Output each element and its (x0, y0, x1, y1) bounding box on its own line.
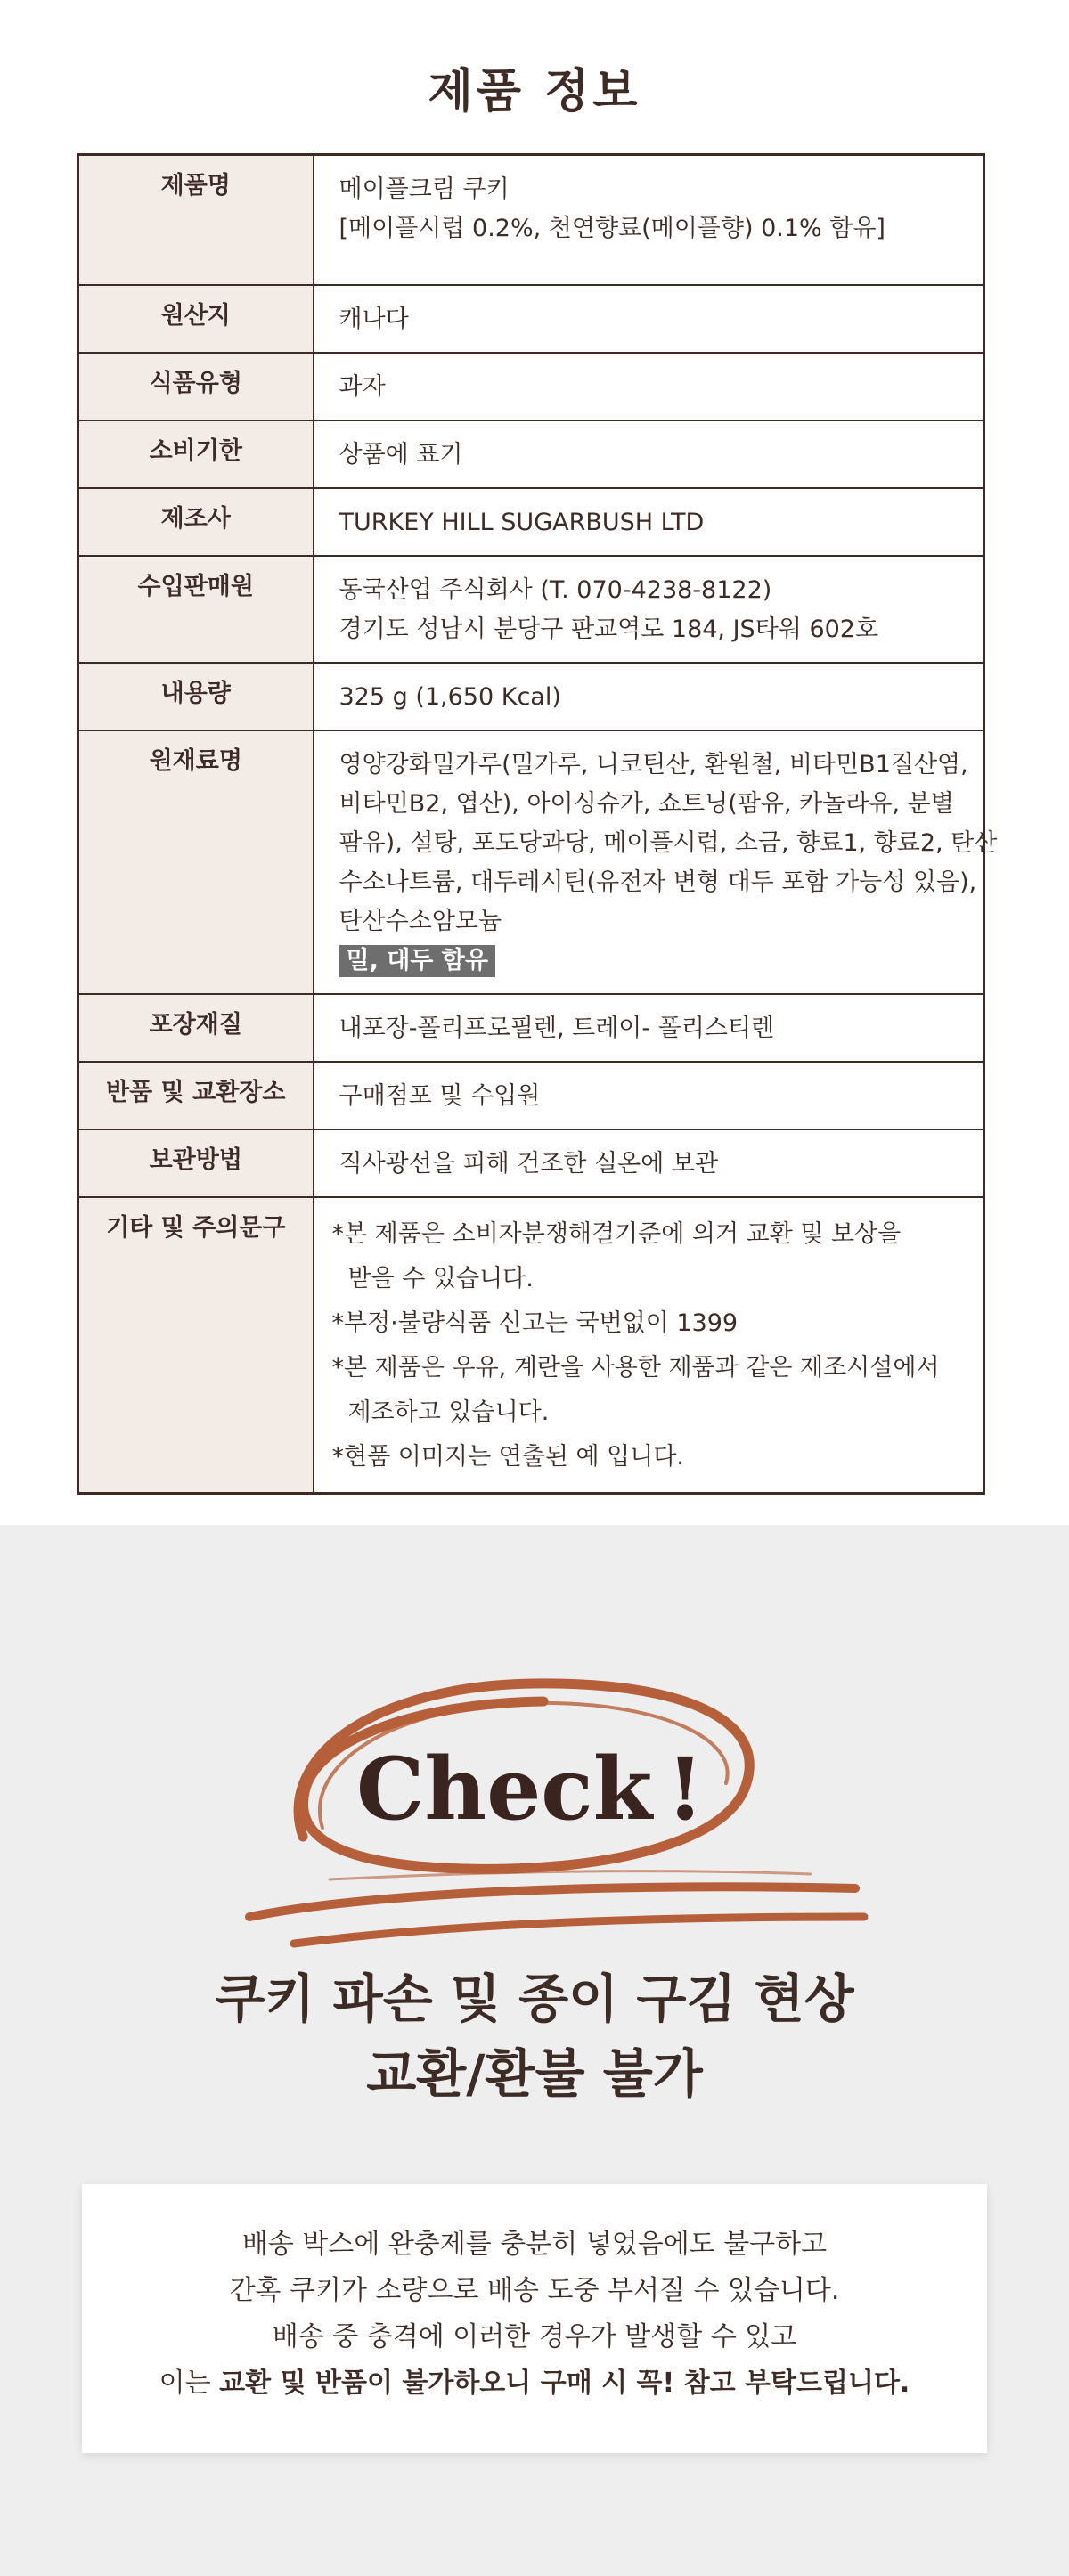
check-notice-section (0, 1525, 1069, 2576)
row-manufacturer (78, 488, 984, 556)
importer-address-line: 경기도 성남시 분당구 판교역로 184, JS타워 602호 (339, 615, 879, 643)
notes-line: *부정·불량식품 신고는 국번없이 1399 (331, 1308, 739, 1337)
row-importer (78, 556, 984, 663)
row-ingredients (78, 730, 984, 994)
value-content: 325 g (1,650 Kcal) (314, 663, 984, 730)
ingredients-line: 영양강화밀가루(밀가루, 니코틴산, 환원철, 비타민B1질산염, (339, 750, 968, 779)
warning-headline (0, 1961, 1069, 2111)
product-info-title: 제품 정보 (428, 65, 641, 118)
notes-line: *본 제품은 우유, 계란을 사용한 제품과 같은 제조시설에서 (331, 1353, 940, 1382)
notes-line: 받을 수 있습니다. (347, 1264, 534, 1292)
product-name-detail-line: [메이플시럽 0.2%, 천연향료(메이플향) 0.1% 함유] (339, 215, 885, 242)
notice-last-strong: 교환 및 반품이 불가하오니 구매 시 꼭! 참고 부탁드립니다. (219, 2368, 910, 2399)
value-food-type: 과자 (314, 353, 984, 420)
notes-line: 제조하고 있습니다. (347, 1398, 550, 1426)
notice-last-prefix: 이는 (159, 2368, 220, 2399)
check-underline-stroke (249, 1887, 855, 1917)
headline-line: 교환/환불 불가 (366, 2043, 703, 2104)
headline-line: 쿠키 파손 및 종이 구김 현상 (215, 1969, 854, 2029)
value-storage: 직사광선을 피해 건조한 실온에 보관 (314, 1129, 984, 1197)
label-manufacturer: 제조사 (78, 488, 314, 556)
ingredients-line: 탄산수소암모늄 (339, 907, 502, 935)
product-info-table (77, 153, 998, 1495)
check-exclamation-icon: ! (666, 1739, 705, 1839)
row-food-type (78, 353, 984, 420)
label-origin: 원산지 (78, 285, 314, 353)
value-origin: 캐나다 (314, 285, 984, 353)
value-product-name (314, 155, 984, 285)
label-content: 내용량 (78, 663, 314, 730)
check-logo-text: Check (356, 1739, 653, 1839)
value-returns: 구매점포 및 수입원 (314, 1062, 984, 1129)
row-content (78, 663, 984, 730)
notice-line: 간혹 쿠키가 소량으로 배송 도중 부서질 수 있습니다. (229, 2275, 840, 2306)
check-underline-stroke (294, 1917, 864, 1944)
row-expiry (78, 420, 984, 488)
value-manufacturer: TURKEY HILL SUGARBUSH LTD (314, 488, 984, 556)
shipping-notice-box (82, 2184, 987, 2453)
label-notes: 기타 및 주의문구 (78, 1197, 314, 1494)
row-origin (78, 285, 984, 353)
check-logo (241, 1650, 926, 1952)
ingredients-line: 비타민B2, 엽산), 아이싱슈가, 쇼트닝(팜유, 카놀라유, 분별 (339, 789, 954, 818)
ingredients-line: 수소나트륨, 대두레시틴(유전자 변형 대두 포함 가능성 있음), (339, 868, 977, 896)
notes-line: *본 제품은 소비자분쟁해결기준에 의거 교환 및 보상을 (331, 1219, 902, 1248)
row-returns (78, 1062, 984, 1129)
value-packaging: 내포장-폴리프로필렌, 트레이- 폴리스티렌 (314, 994, 984, 1062)
label-food-type: 식품유형 (78, 353, 314, 420)
check-underline-stroke (330, 1871, 811, 1879)
label-packaging: 포장재질 (78, 994, 314, 1062)
row-notes (78, 1197, 984, 1494)
ingredients-line: 팜유), 설탕, 포도당과당, 메이플시럽, 소금, 향료1, 향료2, 탄산 (339, 828, 998, 857)
value-ingredients (314, 730, 998, 994)
row-packaging (78, 994, 984, 1062)
label-product-name: 제품명 (78, 155, 314, 285)
value-notes (314, 1197, 984, 1494)
notice-line: 배송 중 충격에 이러한 경우가 발생할 수 있고 (272, 2321, 797, 2352)
label-returns: 반품 및 교환장소 (78, 1062, 314, 1129)
label-ingredients: 원재료명 (78, 730, 314, 994)
value-expiry: 상품에 표기 (314, 420, 984, 488)
allergen-badge: 밀, 대두 함유 (339, 945, 495, 977)
row-storage (78, 1129, 984, 1197)
value-importer (314, 556, 984, 663)
label-storage: 보관방법 (78, 1129, 314, 1197)
label-importer: 수입판매원 (78, 556, 314, 663)
notice-line (82, 2360, 987, 2407)
product-name-line: 메이플크림 쿠키 (339, 175, 510, 203)
notes-line: *현품 이미지는 연출된 예 입니다. (331, 1442, 684, 1471)
row-product-name (78, 155, 984, 285)
label-expiry: 소비기한 (78, 420, 314, 488)
importer-company-line: 동국산업 주식회사 (T. 070-4238-8122) (339, 575, 772, 604)
notice-line: 배송 박스에 완충제를 충분히 넣었음에도 불구하고 (241, 2229, 828, 2260)
